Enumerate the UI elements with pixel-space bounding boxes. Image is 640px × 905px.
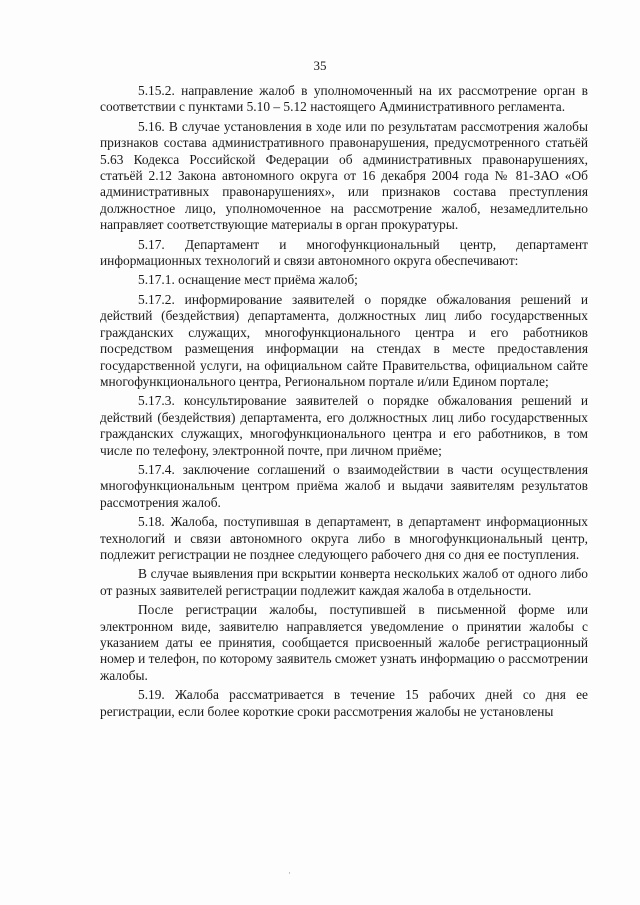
paragraph-registration-notice: После регистрации жалобы, поступившей в письменной форме или электронном виде, заявителю направляется уведомление о принятии жалобы с указанием даты ее принятия, сообщается присвоенный жалобе регистрационный номер и телефон, по которому заявитель сможет узнать информацию о рассмотрении жалобы. bbox=[100, 602, 588, 683]
paragraph-5-16: 5.16. В случае установления в ходе или по результатам рассмотрения жалобы признаков состава административного правонарушения, предусмотренного статьёй 5.63 Кодекса Российской Федерации об административных правонарушениях, статьёй 2.12 Закона автономного округа от 16 декабря 2004 года № 81-ЗАО «Об административных правонарушениях», или признаков состава преступления должностное лицо, уполномоченное на рассмотрение жалоб, незамедлительно направляет соответствующие материалы в орган прокуратуры. bbox=[100, 118, 588, 233]
paragraph-5-17-1: 5.17.1. оснащение мест приёма жалоб; bbox=[138, 272, 358, 288]
page-number: 35 bbox=[313, 58, 327, 73]
paragraph-5-15-2: 5.15.2. направление жалоб в уполномоченный на их рассмотрение орган в соответствии с пунктами 5.10 – 5.12 настоящего Административного регламента. bbox=[100, 83, 588, 115]
paragraph-5-17-3: 5.17.3. консультирование заявителей о порядке обжалования решений и действий (бездействия) департамента, его должностных лиц либо государственных гражданских служащих, многофункционального центра и его работников, в том числе по телефону, электронной почте, при личном приёме; bbox=[100, 393, 588, 458]
paragraph-5-17: 5.17. Департамент и многофункциональный центр, департамент информационных технологий и связи автономного округа обеспечивают: bbox=[100, 236, 588, 269]
paragraph-5-17-2: 5.17.2. информирование заявителей о порядке обжалования решений и действий (бездействия) департамента, должностных лиц либо государственных гражданских служащих, многофункционального центра и его работников посредством размещения информации на стендах в месте предоставления государственной услуги, на официальном сайте Правительства, официальном сайте многофункционального центра, Региональном портале и/или Едином портале; bbox=[100, 291, 588, 389]
paragraph-5-18: 5.18. Жалоба, поступившая в департамент, в департамент информационных технологий и связи автономного округа либо в многофункциональный центр, подлежит регистрации не позднее следующего рабочего дня со дня ее поступления. bbox=[100, 514, 588, 562]
paragraph-5-19: 5.19. Жалоба рассматривается в течение 15 рабочих дней со дня ее регистрации, если более короткие сроки рассмотрения жалобы не установлены bbox=[100, 687, 588, 719]
document-body bbox=[100, 83, 588, 723]
paragraph-5-17-4: 5.17.4. заключение соглашений о взаимодействии в части осуществления многофункциональным центром приёма жалоб и выдачи заявителям результатов рассмотрения жалоб. bbox=[100, 461, 588, 510]
paragraph-multiple-complaints: В случае выявления при вскрытии конверта нескольких жалоб от одного либо от разных заявителей регистрации подлежит каждая жалоба в отдельности. bbox=[100, 566, 588, 598]
scan-speck: · bbox=[288, 868, 291, 878]
